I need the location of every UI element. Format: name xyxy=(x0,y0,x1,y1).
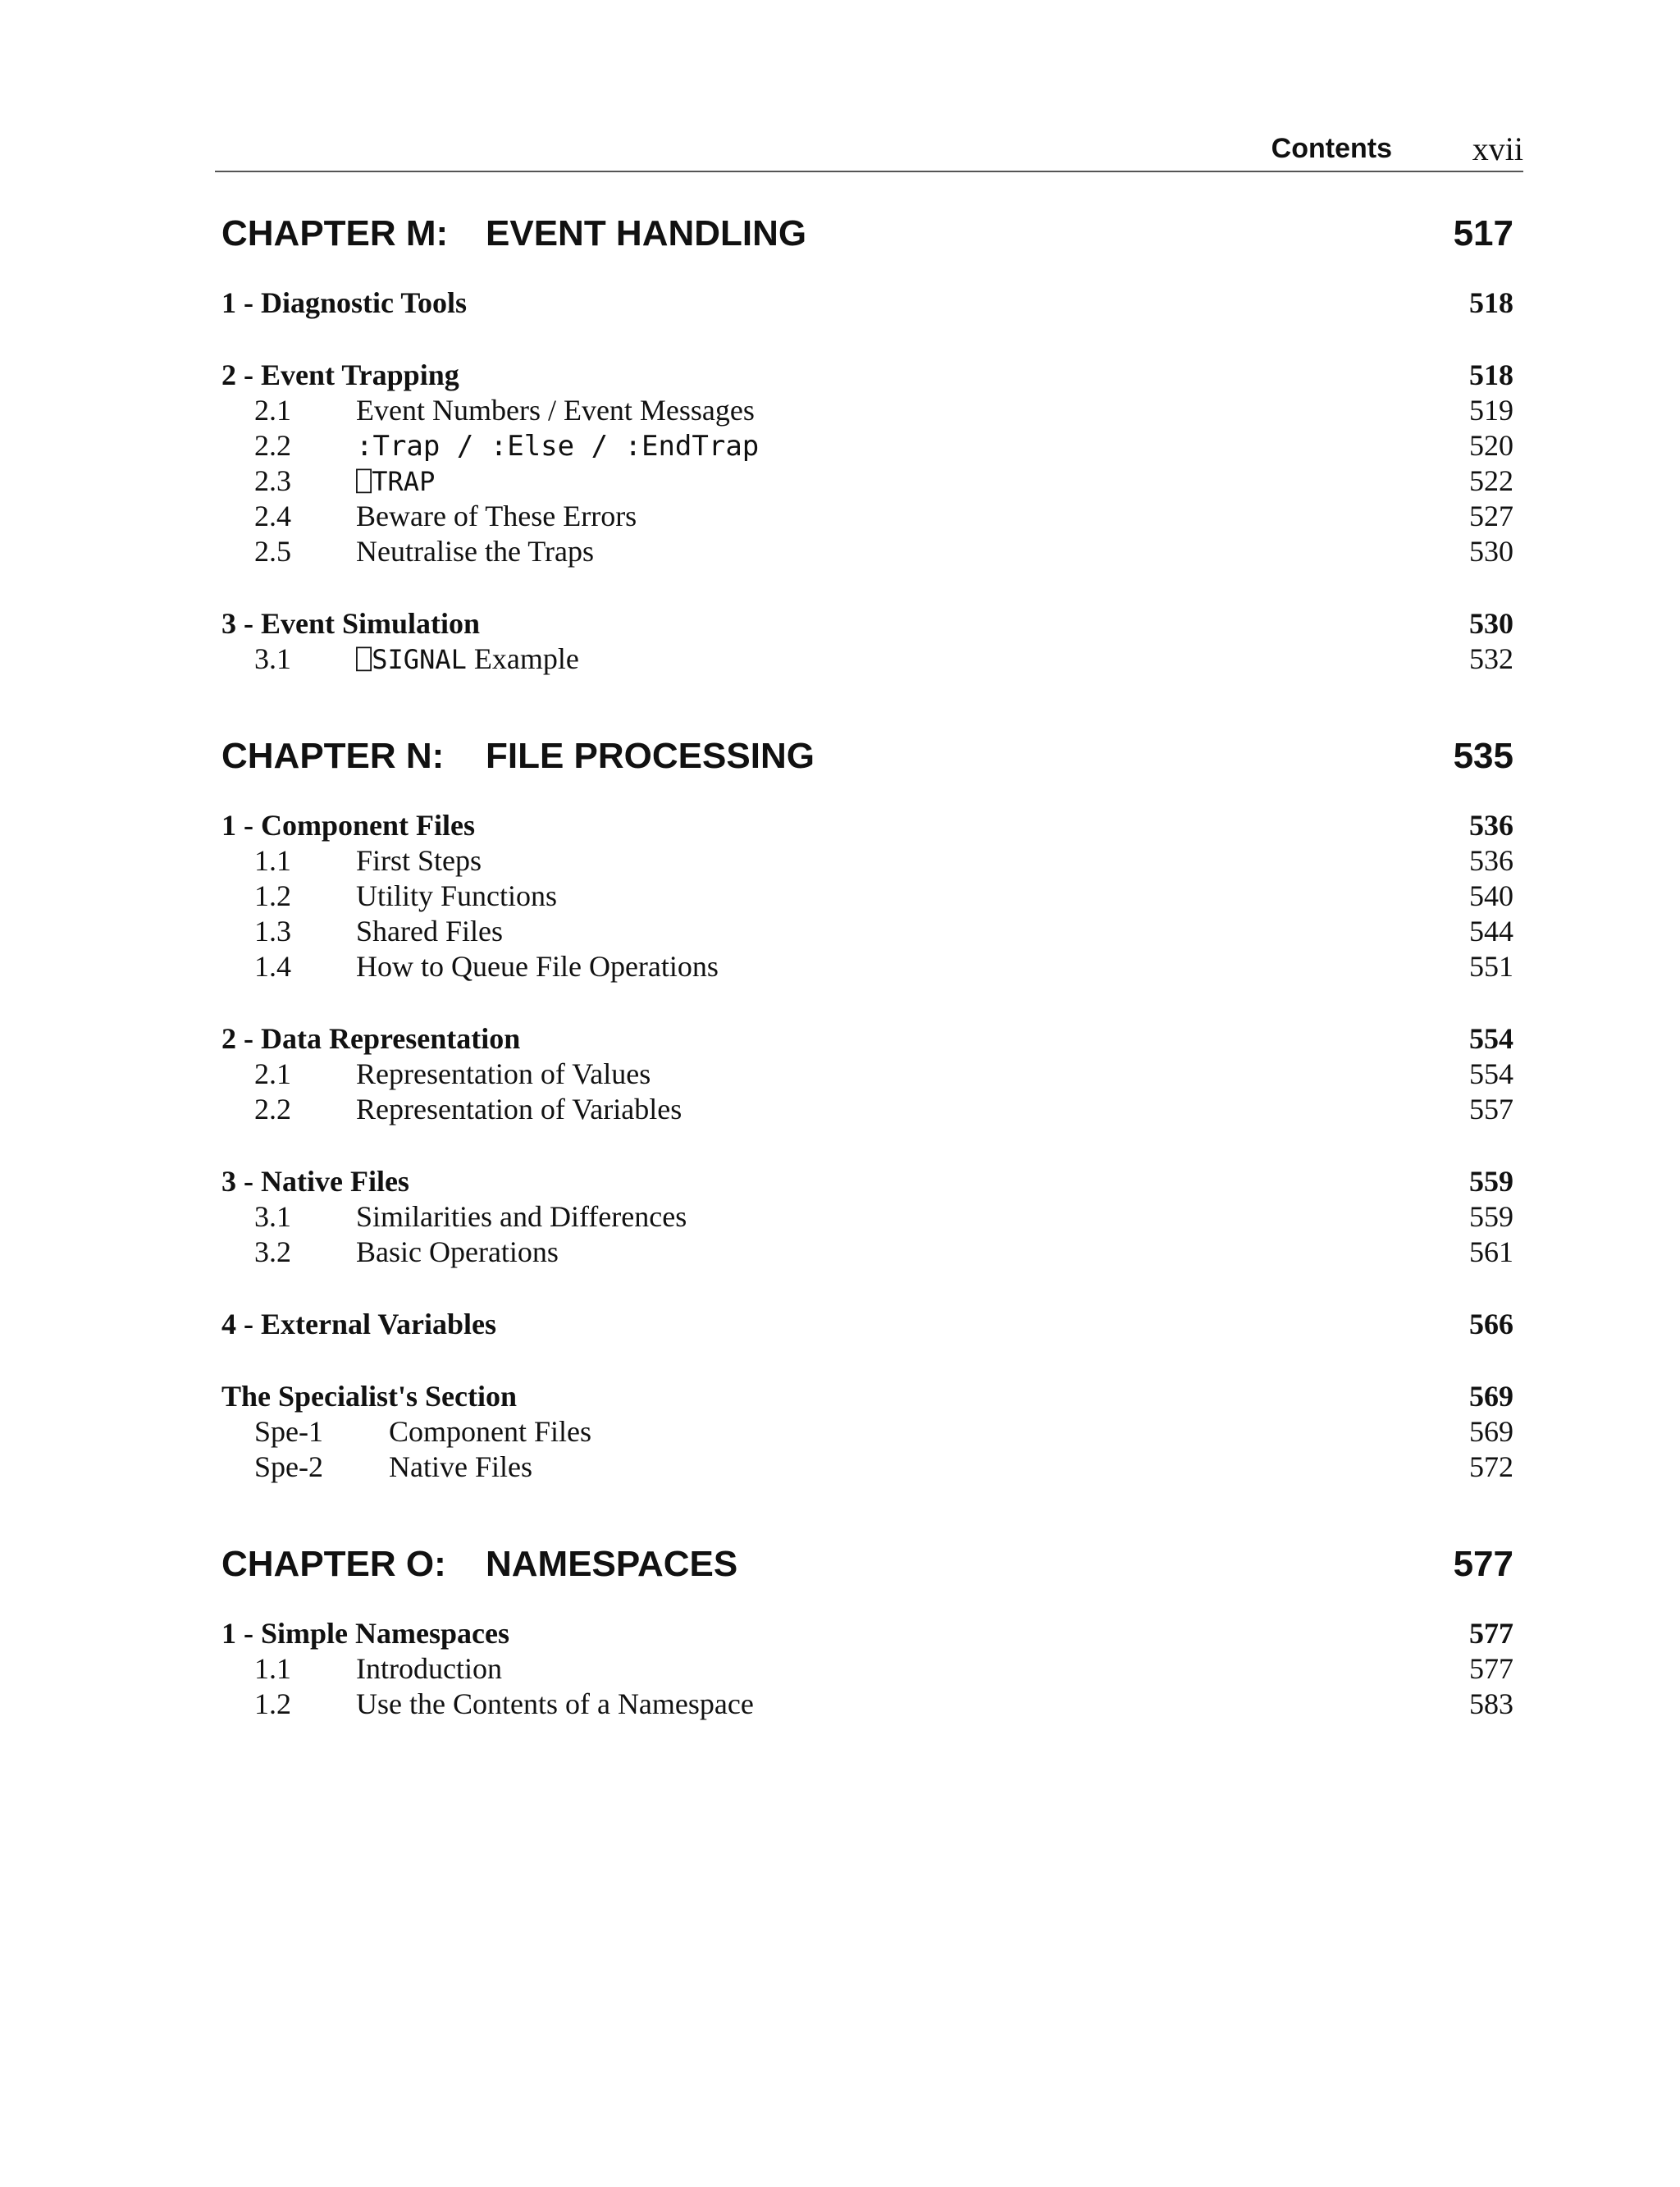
subsection-entry[interactable] xyxy=(221,914,1513,949)
page-header xyxy=(215,128,1523,172)
section-page: 569 xyxy=(1469,1380,1513,1413)
chapter-title: FILE PROCESSING xyxy=(486,736,815,776)
subsection-entry[interactable] xyxy=(221,534,1513,569)
section-title: 1 - Diagnostic Tools xyxy=(221,286,468,319)
section-entry[interactable] xyxy=(221,1021,1513,1057)
section-page: 530 xyxy=(1469,607,1513,640)
subsection-page: 572 xyxy=(1469,1450,1513,1483)
section-page: 518 xyxy=(1469,358,1513,391)
section-page: 536 xyxy=(1469,809,1513,842)
section-title: The Specialist's Section xyxy=(221,1380,518,1413)
section-title: 4 - External Variables xyxy=(221,1308,497,1340)
subsection-title: Utility Functions xyxy=(356,879,558,912)
subsection-page: 583 xyxy=(1469,1687,1513,1720)
subsection-entry[interactable] xyxy=(221,1414,1513,1450)
subsection-entry[interactable] xyxy=(221,1450,1513,1485)
chapter-title: EVENT HANDLING xyxy=(486,213,807,253)
subsection-entry[interactable] xyxy=(221,393,1513,428)
subsection-number: 2.1 xyxy=(254,1057,291,1090)
section-title: 2 - Event Trapping xyxy=(221,358,459,391)
subsection-number: 2.2 xyxy=(254,1093,291,1125)
subsection-entry[interactable] xyxy=(221,463,1513,499)
subsection-number: 3.1 xyxy=(254,642,291,675)
table-of-contents xyxy=(221,213,1513,1722)
chapter-title: NAMESPACES xyxy=(486,1544,738,1584)
subsection-entry[interactable] xyxy=(221,1235,1513,1270)
section-title: 3 - Event Simulation xyxy=(221,607,481,640)
subsection-page: 554 xyxy=(1469,1057,1513,1090)
section-title: 1 - Simple Namespaces xyxy=(221,1617,509,1650)
subsection-title: How to Queue File Operations xyxy=(356,950,719,983)
subsection-number: 1.3 xyxy=(254,915,291,947)
subsection-entry[interactable] xyxy=(221,1092,1513,1127)
subsection-entry[interactable] xyxy=(221,949,1513,984)
header-page-number: xvii xyxy=(1472,130,1523,167)
header-title: Contents xyxy=(1271,133,1392,164)
subsection-entry[interactable] xyxy=(221,499,1513,534)
subsection-page: 544 xyxy=(1469,915,1513,947)
subsection-page: 557 xyxy=(1469,1093,1513,1125)
subsection-number: 2.4 xyxy=(254,500,291,532)
subsection-entry[interactable] xyxy=(221,1687,1513,1722)
section-title: 2 - Data Representation xyxy=(221,1022,521,1055)
subsection-page: 559 xyxy=(1469,1200,1513,1233)
subsection-title: Representation of Values xyxy=(356,1057,651,1090)
subsection-number: Spe-2 xyxy=(254,1450,323,1483)
section-page: 577 xyxy=(1469,1617,1513,1650)
section-entry[interactable] xyxy=(221,808,1513,843)
subsection-number: 1.2 xyxy=(254,1687,291,1720)
section-page: 566 xyxy=(1469,1308,1513,1340)
subsection-title: Use the Contents of a Namespace xyxy=(356,1687,754,1720)
chapter-n-entry[interactable] xyxy=(221,736,1513,788)
subsection-entry[interactable] xyxy=(221,641,1513,677)
subsection-title: :Trap / :Else / :EndTrap xyxy=(356,430,760,463)
subsection-number: 3.1 xyxy=(254,1200,291,1233)
section-entry[interactable] xyxy=(221,606,1513,641)
chapter-page: 577 xyxy=(1453,1544,1513,1584)
chapter-page: 535 xyxy=(1453,736,1513,776)
subsection-title: Example xyxy=(473,642,579,675)
chapter-page: 517 xyxy=(1453,213,1513,253)
section-entry[interactable] xyxy=(221,358,1513,393)
subsection-number: Spe-1 xyxy=(254,1415,323,1448)
subsection-entry[interactable] xyxy=(221,843,1513,879)
subsection-number: 1.1 xyxy=(254,1652,291,1685)
subsection-title: Component Files xyxy=(389,1415,592,1448)
subsection-title: First Steps xyxy=(356,844,482,877)
subsection-title: Similarities and Differences xyxy=(356,1200,687,1233)
section-page: 554 xyxy=(1469,1022,1513,1055)
section-entry[interactable] xyxy=(221,285,1513,321)
subsection-title: Beware of These Errors xyxy=(356,500,637,532)
chapter-m-entry[interactable] xyxy=(221,213,1513,266)
section-entry[interactable] xyxy=(221,1307,1513,1342)
subsection-page: 520 xyxy=(1469,429,1513,462)
section-title: 1 - Component Files xyxy=(221,809,475,842)
subsection-page: 540 xyxy=(1469,879,1513,912)
chapter-o-entry[interactable] xyxy=(221,1544,1513,1596)
subsection-page: 551 xyxy=(1469,950,1513,983)
section-title: 3 - Native Files xyxy=(221,1165,409,1198)
subsection-title: Neutralise the Traps xyxy=(356,535,594,568)
subsection-title: Representation of Variables xyxy=(356,1093,682,1125)
subsection-entry[interactable] xyxy=(221,1057,1513,1092)
subsection-title: Native Files xyxy=(389,1450,532,1483)
subsection-page: 522 xyxy=(1469,464,1513,497)
subsection-page: 532 xyxy=(1469,642,1513,675)
subsection-title: Shared Files xyxy=(356,915,503,947)
subsection-entry[interactable] xyxy=(221,1199,1513,1235)
subsection-number: 3.2 xyxy=(254,1235,291,1268)
subsection-number: 1.2 xyxy=(254,879,291,912)
chapter-label: CHAPTER O: xyxy=(221,1544,446,1584)
subsection-number: 2.2 xyxy=(254,429,291,462)
subsection-number: 2.1 xyxy=(254,394,291,427)
subsection-page: 536 xyxy=(1469,844,1513,877)
subsection-page: 519 xyxy=(1469,394,1513,427)
subsection-title: Event Numbers / Event Messages xyxy=(356,394,755,427)
subsection-entry[interactable] xyxy=(221,1651,1513,1687)
section-entry[interactable] xyxy=(221,1164,1513,1199)
subsection-number: 1.4 xyxy=(254,950,291,983)
subsection-number: 2.5 xyxy=(254,535,291,568)
subsection-page: 527 xyxy=(1469,500,1513,532)
subsection-number: 2.3 xyxy=(254,464,291,497)
section-page: 559 xyxy=(1469,1165,1513,1198)
subsection-page: 577 xyxy=(1469,1652,1513,1685)
subsection-entry[interactable] xyxy=(221,428,1513,463)
subsection-page: 561 xyxy=(1469,1235,1513,1268)
section-entry[interactable] xyxy=(221,1616,1513,1651)
subsection-page: 569 xyxy=(1469,1415,1513,1448)
subsection-entry[interactable] xyxy=(221,879,1513,914)
subsection-title: Introduction xyxy=(356,1652,502,1685)
subsection-title: Basic Operations xyxy=(356,1235,559,1268)
subsection-title: ⎕TRAP xyxy=(356,466,436,497)
subsection-page: 530 xyxy=(1469,535,1513,568)
chapter-label: CHAPTER N: xyxy=(221,736,445,776)
chapter-label: CHAPTER M: xyxy=(221,213,449,253)
section-entry[interactable] xyxy=(221,1379,1513,1414)
subsection-number: 1.1 xyxy=(254,844,291,877)
section-page: 518 xyxy=(1469,286,1513,319)
subsection-code: ⎕SIGNAL xyxy=(356,644,467,675)
